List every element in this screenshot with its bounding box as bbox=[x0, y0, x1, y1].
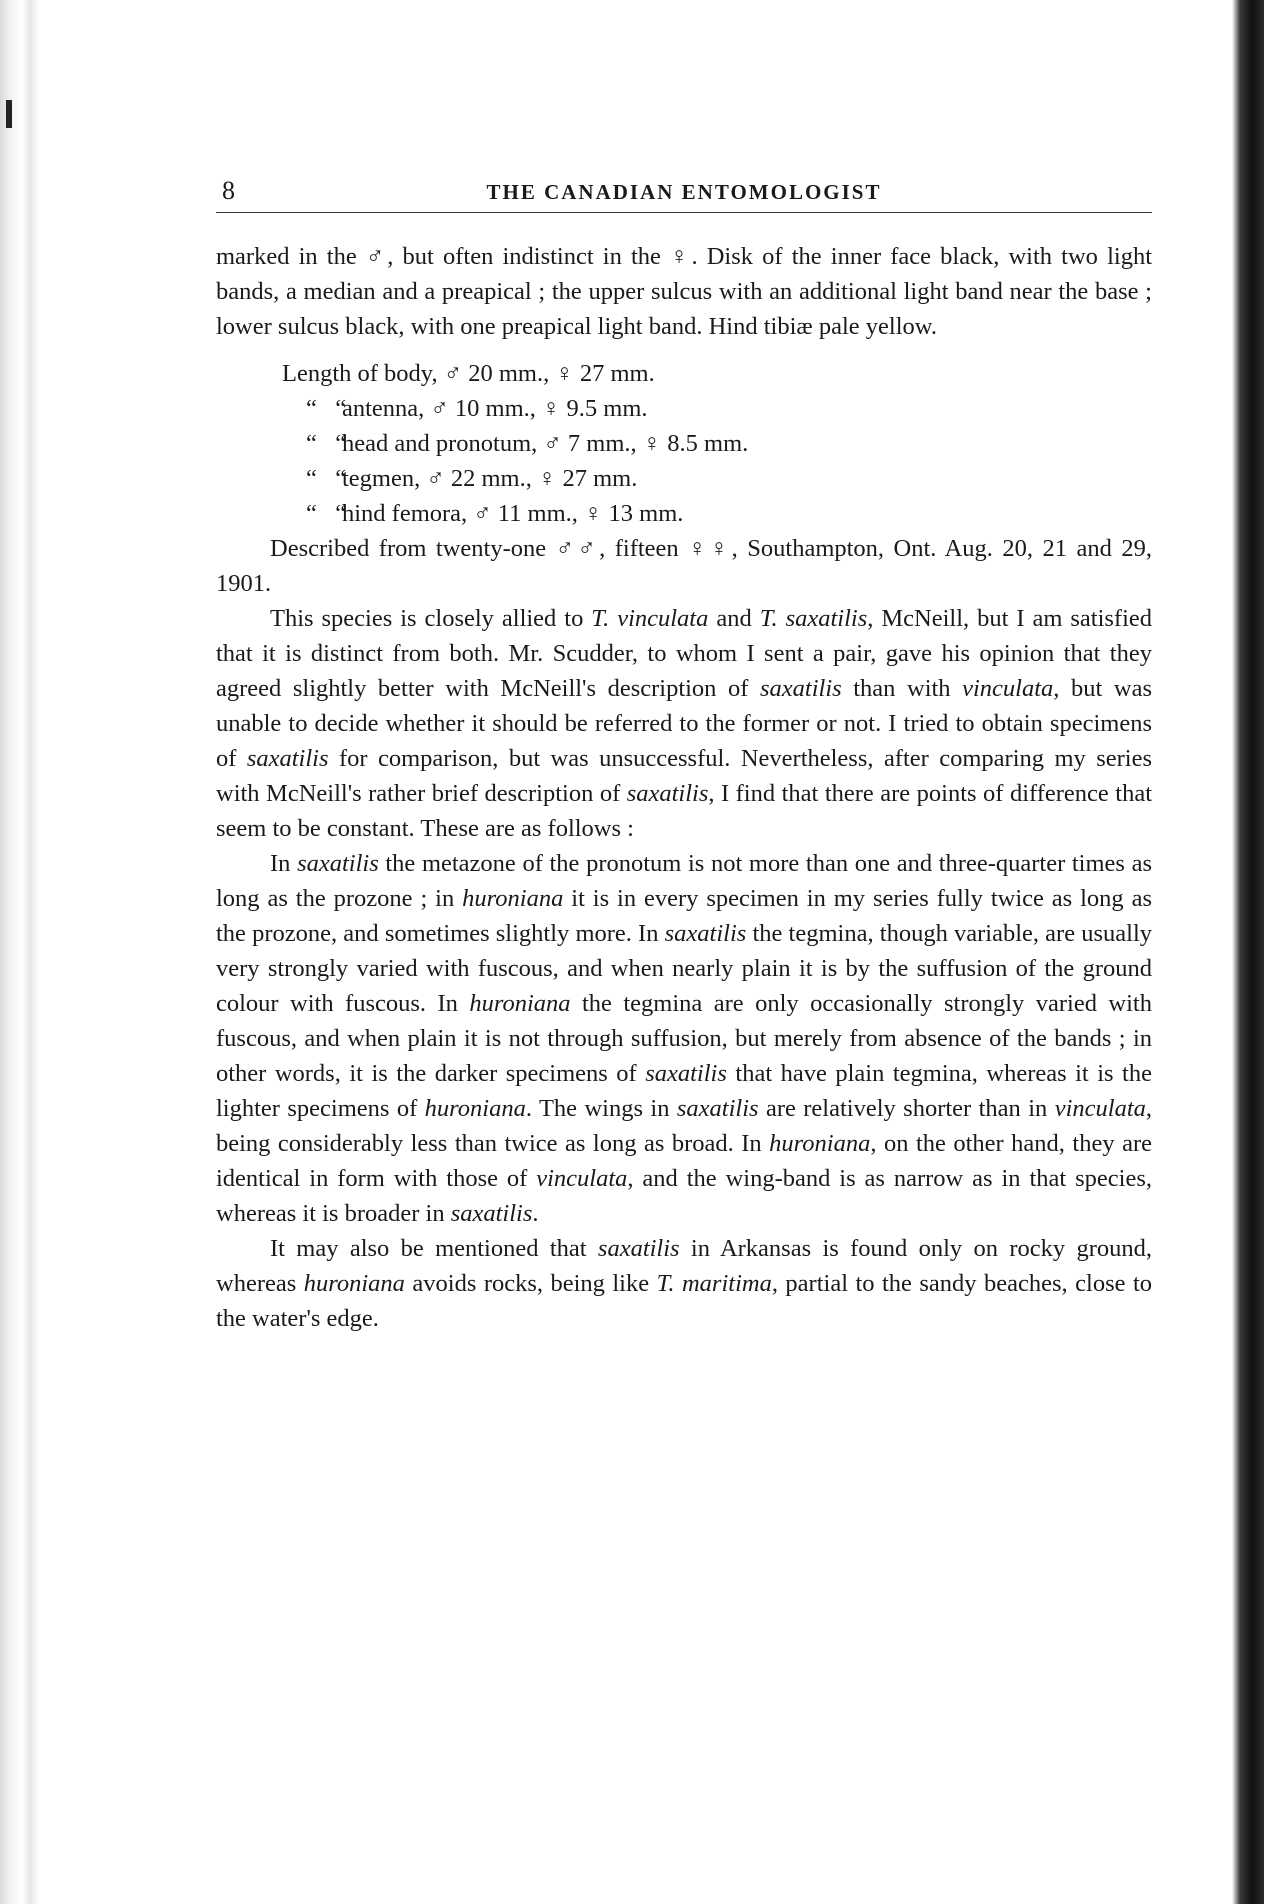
measurement-row: Length of body, ♂ 20 mm., ♀ 27 mm. bbox=[282, 360, 655, 387]
species-name: saxatilis bbox=[664, 920, 747, 947]
species-name: saxatilis bbox=[246, 745, 329, 772]
text-run: , and the wing-band is as narrow as in that species, whereas it is broader in bbox=[216, 1165, 1152, 1227]
species-name: huroniana bbox=[769, 1130, 871, 1157]
text-run: the tegmina are only occasionally strongly varied with fuscous, and when plain it is not through suffusion, but merely from absence of the bands ; in other words, it is the darker specimens of bbox=[216, 990, 1152, 1087]
page-edge-left bbox=[0, 0, 48, 1904]
text-run: , on the other hand, they are identical in form with those of bbox=[216, 1130, 1152, 1192]
page-body bbox=[216, 239, 1152, 1336]
species-name: huroniana bbox=[462, 885, 564, 912]
paragraph-described-from: Described from twenty-one ♂♂, fifteen ♀♀, Southampton, Ont. Aug. 20, 21 and 29, 1901. bbox=[216, 535, 1152, 597]
text-run: , I find that there are points of difference that seem to be constant. These are as follows : bbox=[216, 780, 1153, 842]
species-name: saxatilis bbox=[645, 1060, 727, 1087]
paragraph-comparison bbox=[216, 601, 1152, 846]
running-title: THE CANADIAN ENTOMOLOGIST bbox=[486, 180, 882, 204]
species-name: T. saxatilis bbox=[759, 605, 868, 632]
ditto-marks: “ “ bbox=[306, 430, 347, 457]
measurements-table bbox=[216, 356, 1152, 531]
species-name: saxatilis bbox=[626, 780, 709, 807]
text-run: It may also be mentioned that bbox=[270, 1235, 598, 1262]
species-name: T. maritima bbox=[656, 1270, 772, 1297]
measurement-text: antenna, ♂ 10 mm., ♀ 9.5 mm. bbox=[342, 395, 648, 422]
species-name: saxatilis bbox=[450, 1200, 533, 1227]
page-edge-right bbox=[1232, 0, 1264, 1904]
measurement-text: head and pronotum, ♂ 7 mm., ♀ 8.5 mm. bbox=[342, 430, 749, 457]
species-name: huroniana bbox=[469, 990, 571, 1017]
text-run: avoids rocks, being like bbox=[404, 1270, 657, 1297]
text-run: , partial to the sandy beaches, close to the water's edge. bbox=[216, 1270, 1153, 1332]
ditto-marks: “ “ bbox=[306, 465, 347, 492]
measurement-row bbox=[306, 426, 1152, 461]
species-name: vinculata bbox=[536, 1165, 628, 1192]
species-name: saxatilis bbox=[597, 1235, 680, 1262]
text-run: than with bbox=[841, 675, 963, 702]
text-run: in Arkansas is found only on rocky ground, whereas bbox=[216, 1235, 1152, 1297]
text-run: , being considerably less than twice as long as broad. In bbox=[216, 1095, 1152, 1157]
ditto-marks: “ “ bbox=[306, 395, 347, 422]
text-run: , but was unable to decide whether it should be referred to the former or not. I tried to obtain specimens of bbox=[216, 675, 1152, 772]
species-name: T. vinculata bbox=[591, 605, 709, 632]
measurement-text: tegmen, ♂ 22 mm., ♀ 27 mm. bbox=[342, 465, 638, 492]
text-run: In bbox=[270, 850, 298, 877]
text-run: . The wings in bbox=[525, 1095, 677, 1122]
species-name: saxatilis bbox=[676, 1095, 759, 1122]
page-header bbox=[216, 170, 1152, 213]
paragraph-description-end: marked in the ♂, but often indistinct in the ♀. Disk of the inner face black, with two light bands, a median and a preapical ; the upper sulcus with an additional light band near the base ; lower sulcus black, with one preapical light band. Hind tibiæ pale yellow. bbox=[216, 243, 1152, 340]
text-run: and bbox=[708, 605, 760, 632]
binding-mark bbox=[6, 100, 12, 128]
measurement-row bbox=[306, 461, 1152, 496]
text-run: , McNeill, but I am satisfied that it is distinct from both. Mr. Scudder, to whom I sent a pair, gave his opinion that they agreed slightly better with McNeill's description of bbox=[216, 605, 1153, 702]
paragraph-differences bbox=[216, 846, 1152, 1231]
text-run: are relatively shorter than in bbox=[758, 1095, 1055, 1122]
paragraph-habitat bbox=[216, 1231, 1152, 1336]
ditto-marks: “ “ bbox=[306, 500, 347, 527]
species-name: saxatilis bbox=[760, 675, 842, 702]
species-name: huroniana bbox=[424, 1095, 526, 1122]
text-run: that have plain tegmina, whereas it is the lighter specimens of bbox=[216, 1060, 1152, 1122]
text-run: it is in every specimen in my series fully twice as long as the prozone, and sometimes slightly more. In bbox=[216, 885, 1152, 947]
document-page bbox=[216, 170, 1152, 1336]
text-run: This species is closely allied to bbox=[270, 605, 592, 632]
species-name: huroniana bbox=[303, 1270, 405, 1297]
text-run: the tegmina, though variable, are usually very strongly varied with fuscous, and when nearly plain it is by the suffusion of the ground colour with fuscous. In bbox=[216, 920, 1152, 1017]
measurement-text: hind femora, ♂ 11 mm., ♀ 13 mm. bbox=[342, 500, 684, 527]
species-name: vinculata bbox=[962, 675, 1054, 702]
page-number: 8 bbox=[222, 176, 235, 205]
species-name: vinculata bbox=[1054, 1095, 1146, 1122]
measurement-row bbox=[306, 496, 1152, 531]
text-run: . bbox=[532, 1200, 539, 1227]
species-name: saxatilis bbox=[297, 850, 379, 877]
text-run: the metazone of the pronotum is not more than one and three-quarter times as long as the prozone ; in bbox=[216, 850, 1152, 912]
measurement-row bbox=[306, 391, 1152, 426]
text-run: for comparison, but was unsuccessful. Nevertheless, after comparing my series with McNeill's rather brief description of bbox=[216, 745, 1152, 807]
